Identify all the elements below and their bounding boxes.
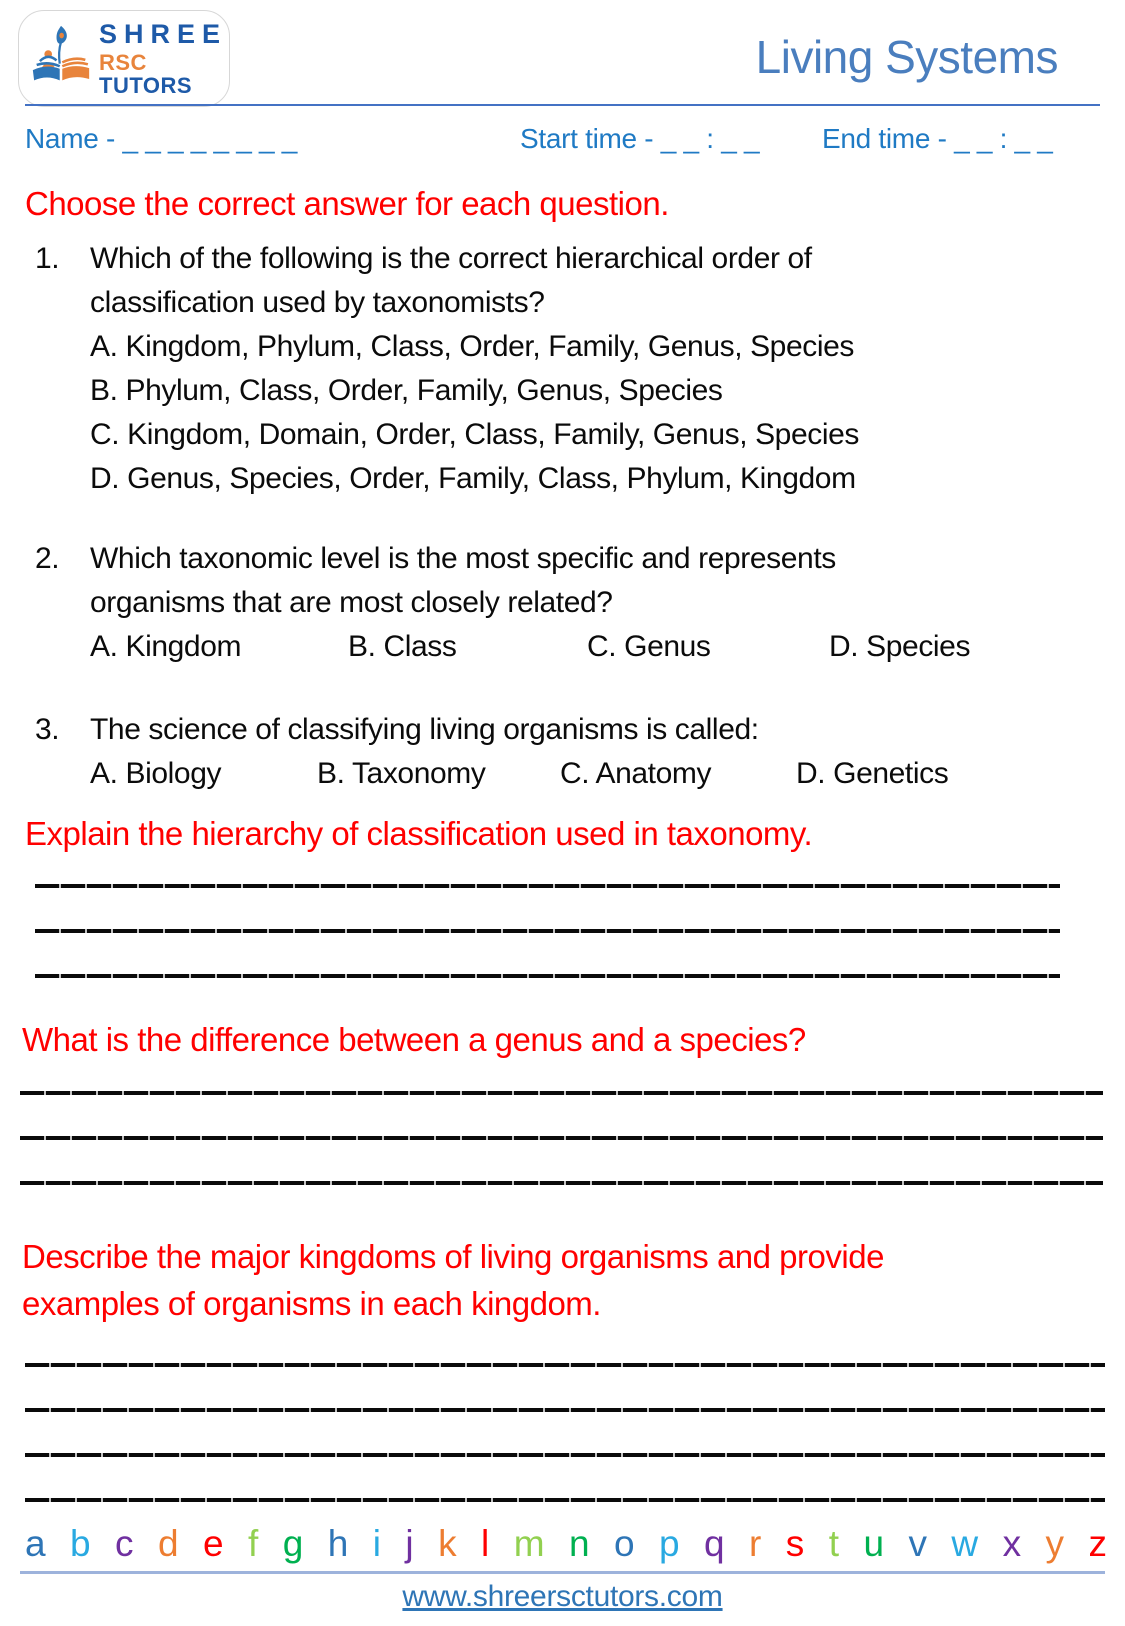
- logo-icon: [29, 20, 93, 97]
- option-a: A. Biology: [90, 757, 222, 790]
- alphabet-letter: j: [405, 1523, 414, 1564]
- open-question-1-answer-lines: [35, 884, 1060, 1019]
- alphabet-letter: l: [481, 1523, 490, 1564]
- question-2-options: [90, 625, 971, 669]
- question-2-text: Which taxonomic level is the most specific and represents organisms that are most closely related?: [90, 542, 836, 619]
- alphabet-letter: r: [749, 1523, 762, 1564]
- open-question-3-answer-lines: [25, 1363, 1105, 1543]
- start-time-field: Start time - _ _ : _ _: [520, 123, 760, 154]
- option-c: C. Genus: [587, 630, 711, 663]
- alphabet-letter: b: [70, 1523, 91, 1564]
- question-1-number: 1.: [35, 242, 60, 275]
- alphabet-letter: g: [282, 1523, 304, 1564]
- option-a: A. Kingdom, Phylum, Class, Order, Family, Genus, Species: [90, 330, 855, 363]
- alphabet-letter: w: [951, 1523, 979, 1564]
- question-1-options: [90, 325, 960, 501]
- name-field: Name - _ _ _ _ _ _ _ _: [25, 123, 298, 154]
- option-b: B. Class: [348, 630, 457, 663]
- option-d: D. Genetics: [796, 757, 949, 790]
- open-question-1-prompt: Explain the hierarchy of classification used in taxonomy.: [25, 815, 813, 852]
- alphabet-letter: k: [438, 1523, 457, 1564]
- alphabet-letter: s: [785, 1523, 805, 1564]
- answer-line: [25, 1453, 1105, 1457]
- alphabet-letter: d: [157, 1523, 179, 1564]
- alphabet-letter: n: [568, 1523, 590, 1564]
- alphabet-letter: f: [248, 1523, 259, 1564]
- alphabet-letter: t: [828, 1523, 840, 1564]
- option-a: A. Kingdom: [90, 630, 242, 663]
- answer-line: [20, 1136, 1103, 1140]
- alphabet-letter: c: [115, 1523, 134, 1564]
- alphabet-letter: p: [659, 1523, 680, 1564]
- end-time-field: End time - _ _ : _ _: [822, 123, 1053, 154]
- logo-name: SHREE: [99, 18, 228, 49]
- question-2: [35, 537, 971, 669]
- answer-line: [35, 929, 1060, 933]
- answer-line: [20, 1091, 1103, 1095]
- question-3-text: The science of classifying living organisms is called:: [90, 713, 759, 746]
- logo-text: [99, 20, 227, 98]
- question-3: [35, 708, 948, 796]
- option-d: D. Genus, Species, Order, Family, Class, Phylum, Kingdom: [90, 462, 856, 495]
- mcq-instructions: Choose the correct answer for each question.: [25, 185, 669, 222]
- alphabet-letter: u: [863, 1523, 885, 1564]
- question-2-number: 2.: [35, 542, 60, 575]
- alphabet-letter: o: [613, 1523, 635, 1564]
- footer-divider: [20, 1571, 1105, 1574]
- option-c: C. Anatomy: [560, 757, 712, 790]
- header-divider: [25, 104, 1100, 106]
- answer-line: [25, 1408, 1105, 1412]
- option-b: B. Taxonomy: [317, 757, 486, 790]
- answer-line: [35, 974, 1060, 978]
- alphabet-letter: a: [25, 1523, 46, 1564]
- question-1: [35, 237, 960, 501]
- alphabet-letter: z: [1088, 1523, 1107, 1564]
- page-title: Living Systems: [755, 31, 1058, 83]
- footer: [0, 1580, 1125, 1614]
- alphabet-letter: h: [327, 1523, 349, 1564]
- answer-line: [35, 884, 1060, 888]
- answer-line: [25, 1363, 1105, 1367]
- alphabet-letter: x: [1002, 1523, 1022, 1564]
- question-3-number: 3.: [35, 713, 60, 746]
- alphabet-letter: q: [704, 1523, 725, 1564]
- open-question-2-answer-lines: [20, 1091, 1103, 1226]
- question-3-options: [90, 752, 948, 796]
- alphabet-row: [25, 1523, 1107, 1565]
- logo-subname: RSC TUTORS: [99, 50, 193, 99]
- alphabet-letter: y: [1045, 1523, 1065, 1564]
- alphabet-letter: v: [908, 1523, 927, 1564]
- option-d: D. Species: [829, 630, 971, 663]
- answer-line: [25, 1498, 1105, 1502]
- option-c: C. Kingdom, Domain, Order, Class, Family, Genus, Species: [90, 418, 859, 451]
- website-link[interactable]: www.shreersctutors.com: [402, 1580, 723, 1613]
- logo: [18, 10, 230, 107]
- option-b: B. Phylum, Class, Order, Family, Genus, Species: [90, 374, 723, 407]
- alphabet-letter: i: [372, 1523, 381, 1564]
- question-1-text: Which of the following is the correct hierarchical order of classification used by taxonomists?: [90, 242, 812, 319]
- open-question-2-prompt: What is the difference between a genus and a species?: [22, 1021, 806, 1058]
- alphabet-letter: m: [513, 1523, 545, 1564]
- answer-line: [20, 1181, 1103, 1185]
- alphabet-letter: e: [202, 1523, 224, 1564]
- open-question-3-prompt: Describe the major kingdoms of living organisms and provide examples of organisms in each kingdom.: [22, 1238, 884, 1322]
